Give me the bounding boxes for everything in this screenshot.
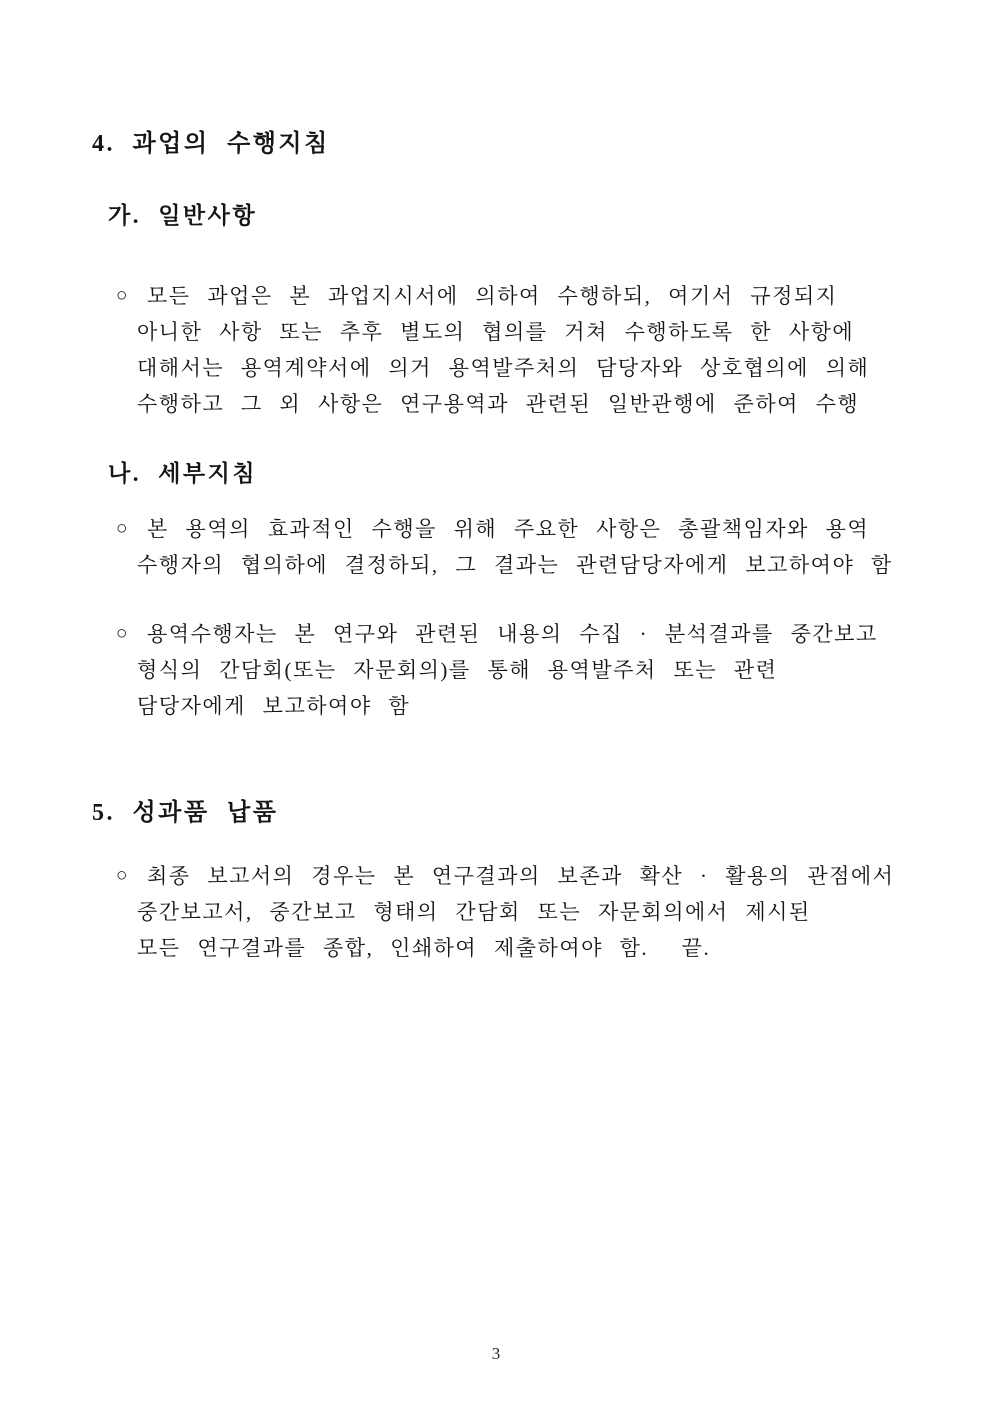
text-line: 모든 연구결과를 종합, 인쇄하여 제출하여야 함. 끝. — [137, 936, 711, 960]
circle-bullet-icon: ○ — [116, 518, 128, 539]
text-line: 대해서는 용역계약서에 의거 용역발주처의 담당자와 상호협의에 의해 — [137, 356, 870, 380]
text-line: 수행자의 협의하에 결정하되, 그 결과는 관련담당자에게 보고하여야 함 — [137, 553, 893, 577]
section-4-heading: 4. 과업의 수행지침 — [92, 131, 330, 157]
bullet-item-general-1 — [110, 278, 869, 422]
text-line: 담당자에게 보고하여야 함 — [137, 694, 411, 718]
text-line: 아니한 사항 또는 추후 별도의 협의를 거쳐 수행하도록 한 사항에 — [137, 320, 855, 344]
section-5-heading: 5. 성과품 납품 — [92, 800, 279, 826]
text-line: 최종 보고서의 경우는 본 연구결과의 보존과 확산 · 활용의 관점에서 — [147, 864, 895, 888]
text-line: 중간보고서, 중간보고 형태의 간담회 또는 자문회의에서 제시된 — [137, 900, 811, 924]
subsection-na-heading: 나. 세부지침 — [108, 461, 258, 486]
text-line: 용역수행자는 본 연구와 관련된 내용의 수집 · 분석결과를 중간보고 — [147, 622, 878, 646]
text-line: 수행하고 그 외 사항은 연구용역과 관련된 일반관행에 준하여 수행 — [137, 392, 860, 416]
text-line: 모든 과업은 본 과업지시서에 의하여 수행하되, 여기서 규정되지 — [147, 284, 838, 308]
subsection-ga-heading: 가. 일반사항 — [108, 203, 258, 228]
bullet-item-detail-2 — [110, 616, 878, 724]
circle-bullet-icon: ○ — [116, 865, 128, 886]
text-line: 본 용역의 효과적인 수행을 위해 주요한 사항은 총괄책임자와 용역 — [147, 517, 870, 541]
bullet-item-detail-1 — [110, 511, 893, 583]
text-line: 형식의 간담회(또는 자문회의)를 통해 용역발주처 또는 관련 — [137, 658, 778, 682]
circle-bullet-icon: ○ — [116, 623, 128, 644]
page-number: 3 — [491, 1344, 501, 1363]
circle-bullet-icon: ○ — [116, 285, 128, 306]
bullet-item-deliverable-1 — [110, 858, 894, 966]
